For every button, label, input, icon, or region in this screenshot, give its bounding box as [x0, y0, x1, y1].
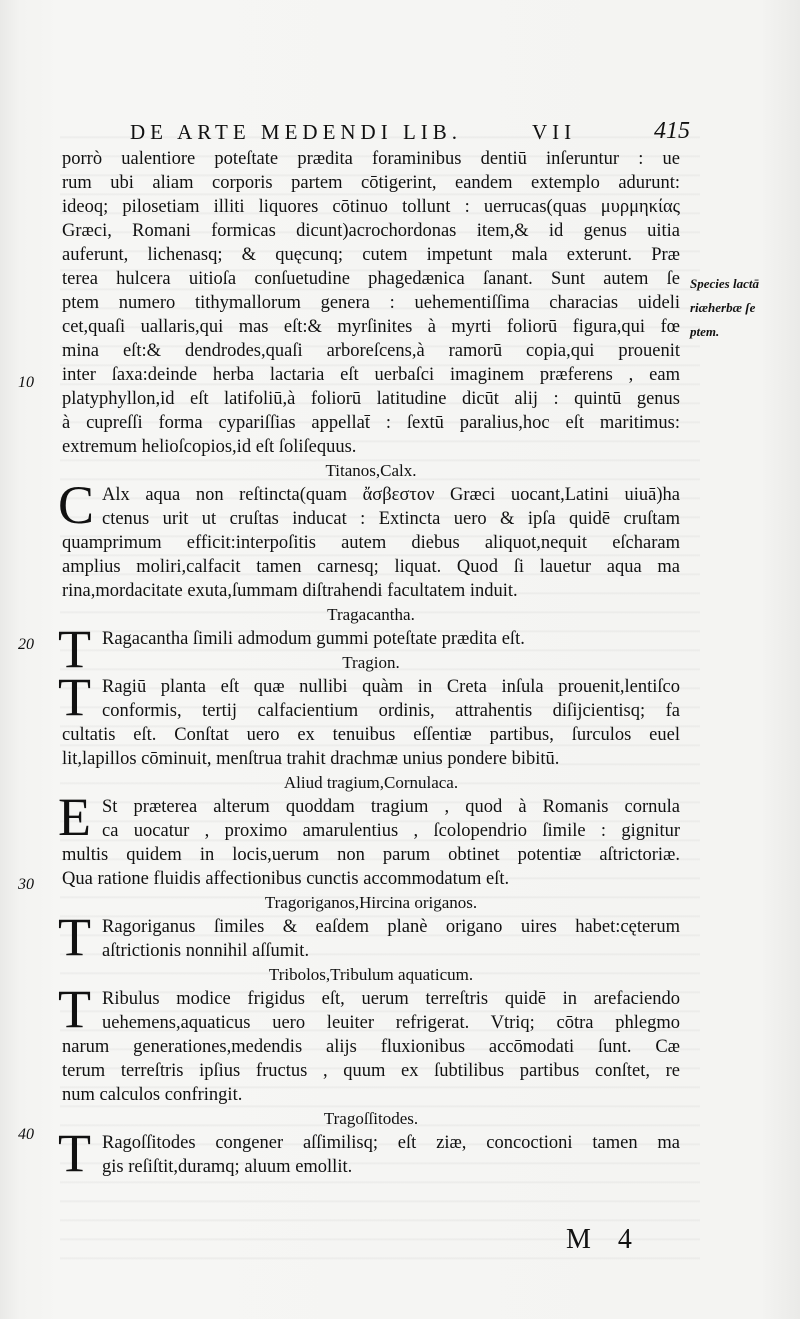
text-line: conformis, tertij calfacientium ordinis, attrahentis diſijcientisq; fa [102, 701, 680, 721]
drop-cap-initial: T [58, 979, 91, 1039]
drop-cap-initial: T [58, 667, 91, 727]
text-line: lit,lapillos cōminuit, menſtrua trahit drachmæ unius pondere bibitū. [62, 749, 560, 769]
margin-notes [690, 272, 800, 344]
section-heading: Tragoriganos,Hircina origanos. [264, 893, 478, 912]
text-line: auferunt, lichenasq; & quęcunq; cutem impetunt mala exterunt. Præ [62, 245, 680, 265]
section-heading: Tragion. [342, 653, 400, 672]
text-line: ctenus urit ut cruſtas inducat : Extincta uero & ipſa quidē cruſtam [102, 509, 680, 529]
drop-cap-initial: T [58, 907, 91, 967]
text-line: ca uocatur , proximo amarulentius , ſcolopendrio ſimile : gignitur [102, 821, 680, 841]
paragraph [58, 475, 680, 603]
text-line: uehemens,aquaticus uero leuiter refrigerat. Vtriq; cōtra phlegmo [102, 1013, 680, 1033]
text-line: rum ubi aliam corporis partem cōtigerint, eandem extemplo adurunt: [62, 173, 680, 193]
section-heading: Tragoſſitodes. [323, 1109, 419, 1128]
text-line: terea hulcera uitioſa conſuetudine phagedænica ſanant. Sunt autem ſe [62, 269, 680, 289]
text-line: à cupreſſi forma cypariſſias appellat̄ : ſextū paralius,hoc eſt maritimus: [62, 413, 680, 433]
drop-cap-initial: E [58, 787, 91, 847]
text-line: mina eſt:& dendrodes,quaſi arboreſcens,à ramorū copia,qui prouenit [62, 341, 680, 361]
paragraph [58, 907, 680, 967]
margin-note-line: Species lactā [690, 276, 759, 291]
paragraph [58, 787, 680, 891]
line-number-40: 40 [18, 1126, 34, 1143]
paragraph [58, 1123, 680, 1183]
paragraph [58, 667, 680, 771]
text-line: ptem numero tithymallorum genera : uehementiſſima characias uideli [62, 293, 680, 313]
margin-note-line: riæherbæ ſe [690, 300, 756, 315]
text-line: amplius moliri,calfacit tamen carnesq; liquat. Quod ſi lauetur aqua ma [62, 557, 680, 577]
text-line: cultatis eſt. Conſtat uero ex tenuibus eſſentiæ partibus, ſurculos euel [62, 725, 680, 745]
text-line: num calculos confringit. [62, 1085, 243, 1105]
text-line: Græci, Romani formicas dicunt)acrochordonas item,& id genus uitia [62, 221, 680, 241]
running-header [130, 118, 690, 148]
line-number-20: 20 [18, 636, 34, 653]
text-line: rina,mordacitate exuta,ſummam diſtrahendi facultatem induit. [62, 581, 518, 601]
text-line: Ragoriganus ſimiles & eaſdem planè origano uires habet:cęterum [102, 917, 680, 937]
text-line: Ragiū planta eſt quæ nullibi quàm in Creta inſula prouenit,lentiſco [102, 677, 680, 697]
text-line: St præterea alterum quoddam tragium , quod à Romanis cornula [102, 797, 680, 817]
text-line: Ragoſſitodes congener aſſimilisq; eſt ziæ, concoctioni tamen ma [102, 1133, 680, 1153]
text-line: multis quidem in locis,uerum non parum obtinet potentiæ aſtrictoriæ. [62, 845, 680, 865]
text-line: extremum helioſcopios,id eſt ſoliſequus. [62, 437, 357, 457]
text-line: porrò ualentiore poteſtate prædita foraminibus dentiū inſeruntur : ue [62, 149, 680, 169]
line-number-30: 30 [18, 876, 34, 893]
drop-cap-initial: T [58, 619, 91, 679]
text-line: ideoq; pilosetiam illiti liquores cōtinuo tollunt : uerrucas(quas μυρμηκίας [62, 197, 680, 217]
section-heading: Aliud tragium,Cornulaca. [283, 773, 459, 792]
main-text-column [58, 147, 680, 1183]
line-number-10: 10 [18, 374, 34, 391]
text-line: inter ſaxa:deinde herba lactaria eſt uerbaſci imaginem præferens , eam [62, 365, 680, 385]
header-book-number: VII [532, 120, 577, 144]
text-line: Qua ratione fluidis affectionibus cunctis accommodatum eſt. [62, 869, 510, 889]
text-line: aſtrictionis nonnihil aſſumit. [102, 941, 310, 961]
drop-cap-initial: C [58, 475, 95, 535]
signature-mark: M 4 [566, 1224, 642, 1255]
page-number: 415 [654, 118, 690, 144]
text-line: platyphyllon,id eſt latifoliū,à foliorū latitudine dicūt alij : quintū genus [62, 389, 680, 409]
text-line: quamprimum efficit:interpoſitis autem diebus aliquot,nequit eſcharam [62, 533, 680, 553]
section-heading: Tribolos,Tribulum aquaticum. [268, 965, 474, 984]
text-line: Alx aqua non reſtincta(quam ἄσβεστον Græci uocant,Latini uiuā)ha [102, 485, 680, 505]
text-line: gis reſiſtit,duramq; aluum emollit. [102, 1157, 353, 1177]
text-line: Ragacantha ſimili admodum gummi poteſtate prædita eſt. [102, 629, 525, 649]
text-line: narum generationes,medendis alijs fluxionibus accōmodati ſunt. Cæ [62, 1037, 680, 1057]
section-heading: Tragacantha. [327, 605, 415, 624]
margin-note-line: ptem. [690, 324, 720, 339]
text-line: terum terreſtris ipſius fructus , quum ex ſubtilibus partibus conſtet, re [62, 1061, 680, 1081]
paragraph [58, 979, 680, 1107]
text-line: cet,quaſi uallaris,qui mas eſt:& myrſinites à myrti foliorū figura,qui fœ [62, 317, 680, 337]
section-heading: Titanos,Calx. [325, 461, 417, 480]
header-title: DE ARTE MEDENDI LIB. [130, 120, 463, 144]
paragraph [62, 147, 680, 459]
text-line: Ribulus modice frigidus eſt, uerum terreſtris quidē in arefaciendo [102, 989, 680, 1009]
drop-cap-initial: T [58, 1123, 91, 1183]
